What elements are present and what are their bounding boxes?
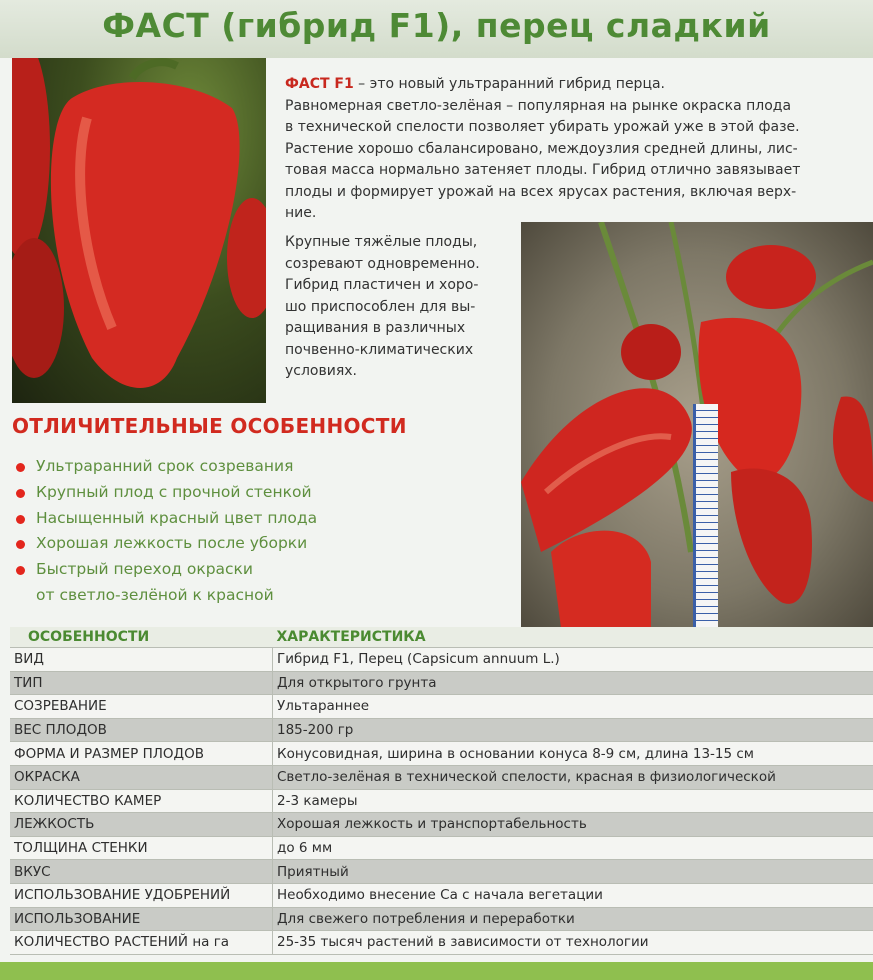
table-row	[10, 836, 873, 860]
table-cell-characteristic: 2-3 камеры	[273, 789, 873, 813]
table-row	[10, 718, 873, 742]
table-cell-feature: ФОРМА И РАЗМЕР ПЛОДОВ	[10, 742, 273, 766]
table-cell-characteristic: Гибрид F1, Перец (Capsicum annuum L.)	[273, 648, 873, 672]
table-cell-characteristic: Приятный	[273, 860, 873, 884]
feature-item	[14, 557, 317, 609]
page-title: ФАСТ (гибрид F1), перец сладкий	[102, 6, 771, 45]
description-lead-text: – это новый ультраранний гибрид перца.	[353, 76, 666, 92]
table-cell-characteristic: Необходимо внесение Са с начала вегетации	[273, 883, 873, 907]
feature-text: Крупный плод с прочной стенкой	[36, 482, 312, 501]
table-row	[10, 931, 873, 955]
description-line: почвенно-климатических	[285, 341, 474, 358]
table-cell-feature: ВЕС ПЛОДОВ	[10, 718, 273, 742]
brand-name: ФАСТ F1	[285, 76, 354, 92]
table-cell-feature: ОКРАСКА	[10, 765, 273, 789]
table-row	[10, 789, 873, 813]
description-line: ращивания в различных	[285, 320, 466, 336]
feature-text: Хорошая лежкость после уборки	[36, 534, 308, 553]
table-row	[10, 883, 873, 907]
spec-table-body	[10, 648, 873, 955]
description-line: Равномерная светло-зелёная – популярная на рынке окраска плода	[285, 97, 792, 114]
description-column	[285, 232, 513, 383]
spec-table	[10, 627, 873, 955]
bullet-icon	[16, 463, 25, 472]
description-line: Гибрид пластичен и хоро-	[285, 277, 479, 293]
table-cell-characteristic: Хорошая лежкость и транспортабельность	[273, 813, 873, 837]
description-line: Растение хорошо сбалансировано, междоузлия средней длины, лис-	[285, 140, 798, 157]
table-cell-feature: ТОЛЩИНА СТЕНКИ	[10, 836, 273, 860]
table-cell-characteristic: 185-200 гр	[273, 718, 873, 742]
feature-text: Быстрый переход окраски	[36, 560, 253, 579]
feature-text-continuation: от светло-зелёной к красной	[36, 585, 274, 604]
table-cell-characteristic: 25-35 тысяч растений в зависимости от технологии	[273, 931, 873, 955]
table-row	[10, 813, 873, 837]
table-cell-characteristic: до 6 мм	[273, 836, 873, 860]
description-line: условиях.	[285, 363, 358, 379]
description-line: плоды и формирует урожай на всех ярусах растения, включая верх-	[285, 183, 797, 200]
bullet-icon	[16, 515, 25, 524]
table-cell-feature: ВКУС	[10, 860, 273, 884]
table-cell-feature: КОЛИЧЕСТВО РАСТЕНИЙ на га	[10, 931, 273, 955]
table-cell-characteristic: Для свежего потребления и переработки	[273, 907, 873, 931]
pepper-photo-field	[521, 222, 873, 628]
bullet-icon	[16, 540, 25, 549]
description-line: ние.	[285, 205, 317, 221]
table-row	[10, 907, 873, 931]
table-header-row	[10, 627, 873, 648]
table-row	[10, 695, 873, 719]
feature-text: Ультраранний срок созревания	[36, 457, 294, 475]
description-line: товая масса нормально затеняет плоды. Гибрид отлично завязывает	[285, 162, 801, 178]
feature-item	[14, 506, 317, 532]
feature-item	[14, 454, 317, 480]
bottom-bar	[0, 962, 873, 980]
features-heading: ОТЛИЧИТЕЛЬНЫЕ ОСОБЕННОСТИ	[12, 414, 407, 438]
feature-text: Насыщенный красный цвет плода	[36, 508, 318, 527]
description-line: в технической спелости позволяет убирать урожай уже в этой фазе.	[285, 119, 800, 135]
table-header-characteristic: ХАРАКТЕРИСТИКА	[273, 627, 873, 648]
table-cell-feature: КОЛИЧЕСТВО КАМЕР	[10, 789, 273, 813]
features-list	[14, 454, 317, 609]
table-cell-feature: ЛЕЖКОСТЬ	[10, 813, 273, 837]
table-cell-characteristic: Светло-зелёная в технической спелости, красная в физиологической	[273, 765, 873, 789]
table-cell-feature: СОЗРЕВАНИЕ	[10, 695, 273, 719]
table-cell-characteristic: Для открытого грунта	[273, 671, 873, 695]
table-header-features: ОСОБЕННОСТИ	[10, 627, 273, 648]
table-cell-feature: ВИД	[10, 648, 273, 672]
table-cell-feature: ТИП	[10, 671, 273, 695]
measuring-ruler	[693, 404, 718, 628]
table-cell-feature: ИСПОЛЬЗОВАНИЕ УДОБРЕНИЙ	[10, 883, 273, 907]
table-row	[10, 671, 873, 695]
bullet-icon	[16, 489, 25, 498]
table-row	[10, 648, 873, 672]
table-row	[10, 765, 873, 789]
pepper-closeup-illustration	[12, 58, 266, 403]
description-line: шо приспособлен для вы-	[285, 298, 476, 315]
feature-item	[14, 531, 317, 557]
bullet-icon	[16, 566, 25, 575]
table-cell-feature: ИСПОЛЬЗОВАНИЕ	[10, 907, 273, 931]
description-line: созревают одновременно.	[285, 255, 480, 272]
table-cell-characteristic: Конусовидная, ширина в основании конуса 8-9 см, длина 13-15 см	[273, 742, 873, 766]
description	[285, 74, 873, 225]
description-line: Крупные тяжёлые плоды,	[285, 234, 478, 250]
feature-item	[14, 480, 317, 506]
table-row	[10, 860, 873, 884]
table-row	[10, 742, 873, 766]
pepper-photo-closeup	[12, 58, 266, 403]
table-cell-characteristic: Ультараннее	[273, 695, 873, 719]
description-lead	[285, 74, 873, 96]
